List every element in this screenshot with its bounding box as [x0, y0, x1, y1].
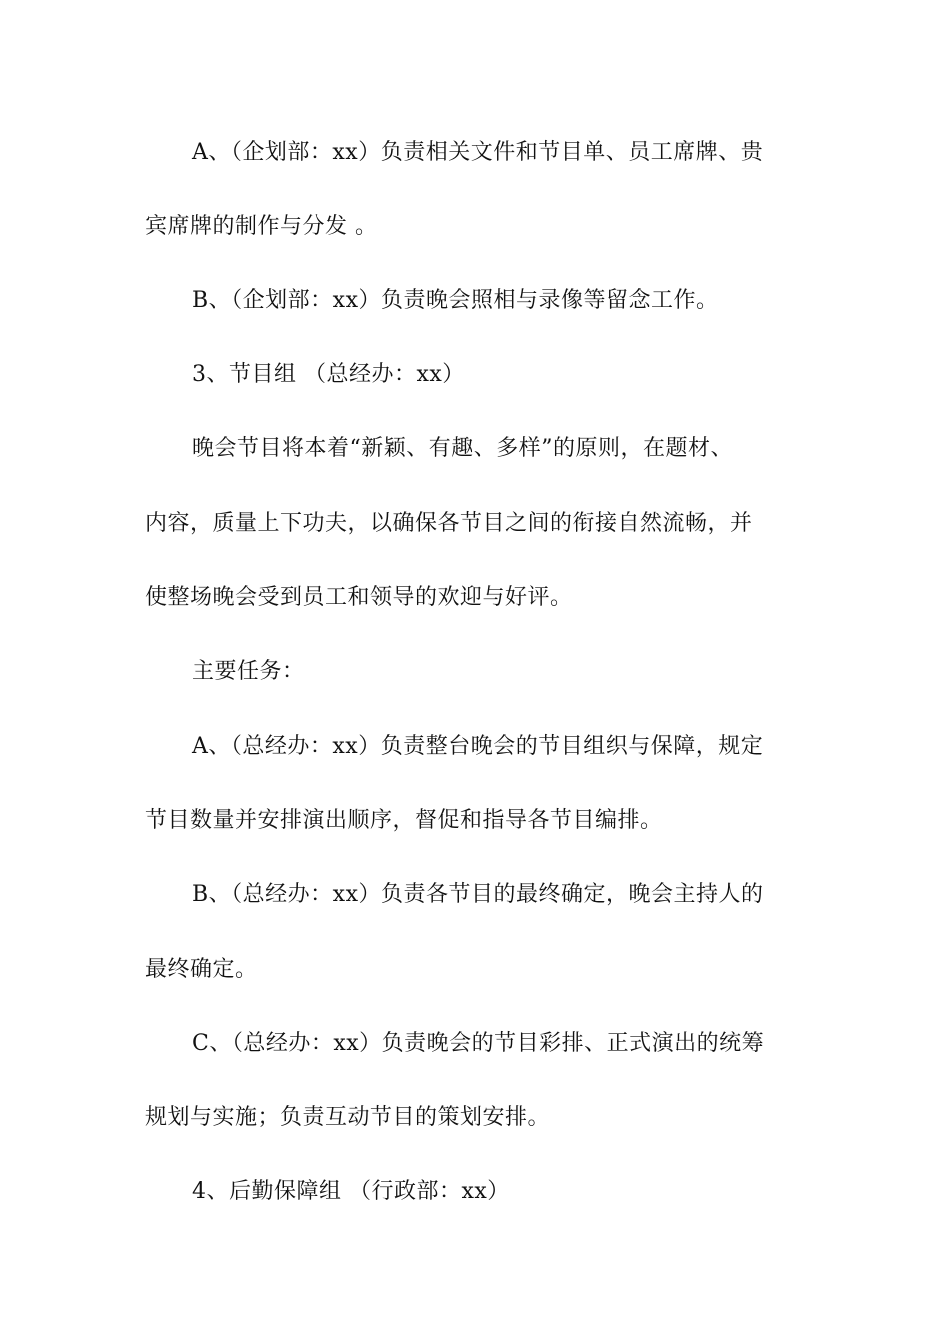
- paragraph-line: A、（总经办：xx）负责整台晚会的节目组织与保障，规定: [192, 734, 764, 759]
- paragraph-line: 最终确定。: [145, 957, 258, 982]
- paragraph-line: A、（企划部：xx）负责相关文件和节目单、员工席牌、贵: [192, 140, 764, 165]
- paragraph-line: 晚会节目将本着“新颖、有趣、多样”的原则，在题材、: [192, 436, 733, 461]
- paragraph-line: 主要任务：: [192, 659, 305, 684]
- paragraph-line: 规划与实施；负责互动节目的策划安排。: [145, 1105, 551, 1130]
- paragraph-line: 节目数量并安排演出顺序，督促和指导各节目编排。: [145, 808, 663, 833]
- paragraph-line: B、（总经办：xx）负责各节目的最终确定，晚会主持人的: [192, 882, 764, 907]
- paragraph-line: 宾席牌的制作与分发 。: [145, 214, 378, 239]
- paragraph-line: C、（总经办：xx）负责晚会的节目彩排、正式演出的统筹: [192, 1031, 765, 1056]
- paragraph-line: B、（企划部：xx）负责晚会照相与录像等留念工作。: [192, 288, 719, 313]
- section-heading: 3、节目组 （总经办：xx）: [192, 362, 465, 387]
- paragraph-line: 内容，质量上下功夫，以确保各节目之间的衔接自然流畅，并: [145, 511, 753, 536]
- section-heading: 4、后勤保障组 （行政部：xx）: [192, 1179, 510, 1204]
- paragraph-line: 使整场晚会受到员工和领导的欢迎与好评。: [145, 585, 573, 610]
